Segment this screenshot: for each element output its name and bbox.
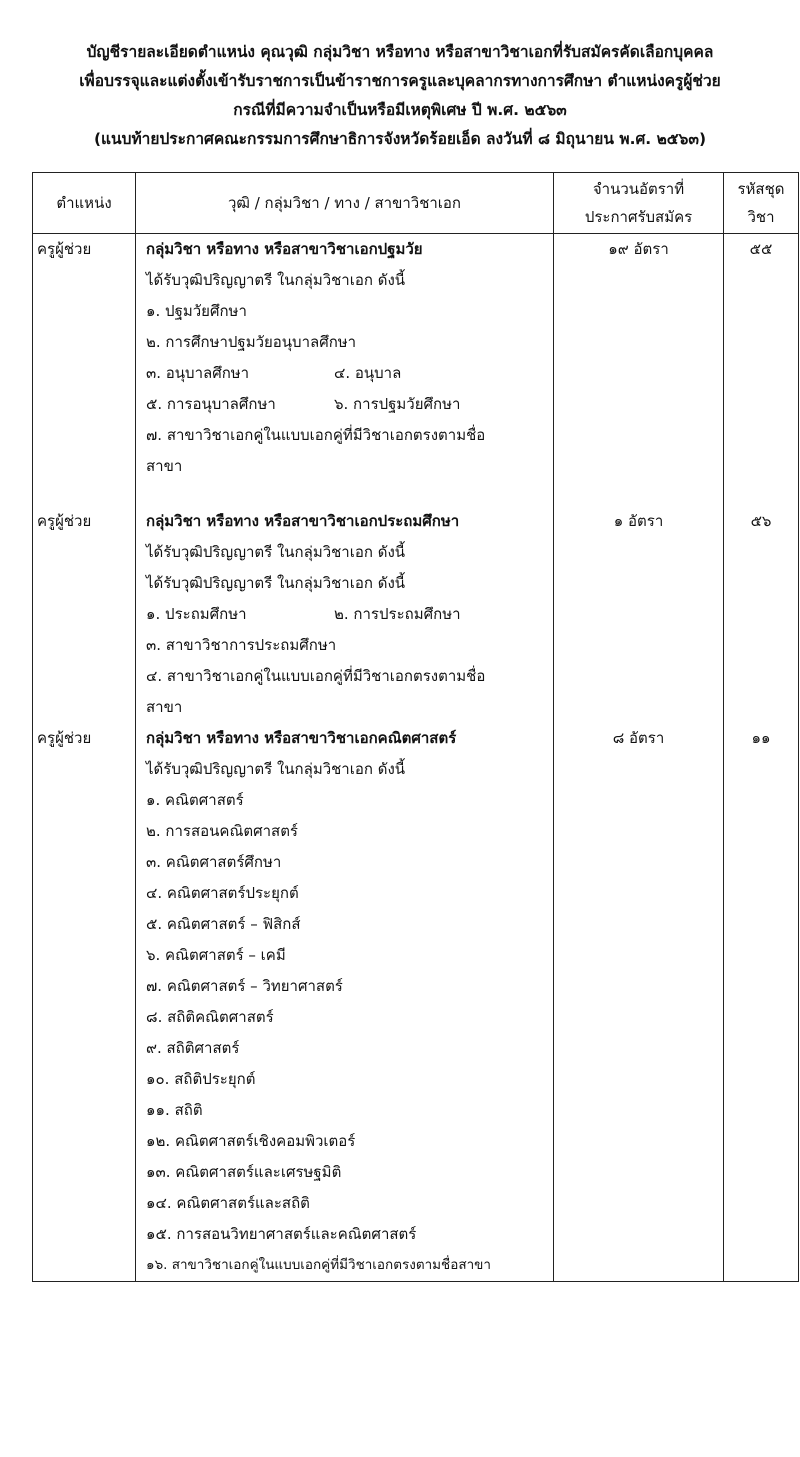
row-code: ๕๕: [749, 240, 773, 258]
major-item: ๑๖. สาขาวิชาเอกคู่ในแบบเอกคู่ที่มีวิชาเอกตรงตามชื่อสาขา: [146, 1257, 491, 1273]
major-item-pair: [146, 358, 553, 389]
row-count: ๑ อัตรา: [613, 512, 664, 530]
major-item-continued: สาขา: [146, 698, 183, 716]
row-position: ครูผู้ช่วย: [37, 729, 92, 747]
header-line-4: (แนบท้ายประกาศคณะกรรมการศึกษาธิการจังหวัดร้อยเอ็ด ลงวันที่ ๘ มิถุนายน พ.ศ. ๒๕๖๓): [93, 130, 707, 148]
header-line-2: เพื่อบรรจุและแต่งตั้งเข้ารับราชการเป็นข้าราชการครูและบุคลากรทางการศึกษา ตำแหน่งครูผู้ช่วย: [79, 72, 721, 90]
row-code: ๕๖: [750, 512, 772, 530]
major-item: ๖. การปฐมวัยศึกษา: [334, 395, 461, 413]
major-item: ๑๔. คณิตศาสตร์และสถิติ: [146, 1194, 310, 1212]
group-subtitle: ได้รับวุฒิปริญญาตรี ในกลุ่มวิชาเอก ดังนี้: [146, 760, 406, 778]
group-subtitle: ได้รับวุฒิปริญญาตรี ในกลุ่มวิชาเอก ดังนี้: [146, 543, 406, 561]
major-item: ๖. คณิตศาสตร์ – เคมี: [146, 946, 286, 964]
major-item: ๑๒. คณิตศาสตร์เชิงคอมพิวเตอร์: [146, 1132, 356, 1150]
header-position: ตำแหน่ง: [33, 173, 136, 234]
row-count: ๑๙ อัตรา: [608, 240, 669, 258]
major-item: ๑๑. สถิติ: [146, 1101, 203, 1119]
header-count: [554, 173, 724, 234]
major-item: ๗. คณิตศาสตร์ – วิทยาศาสตร์: [146, 977, 343, 995]
major-item: ๕. การอนุบาลศึกษา: [146, 395, 276, 413]
major-item: ๒. การประถมศึกษา: [334, 605, 461, 623]
qualification-group: [136, 506, 553, 723]
major-item: ๑๓. คณิตศาสตร์และเศรษฐมิติ: [146, 1163, 342, 1181]
major-item: ๓. คณิตศาสตร์ศึกษา: [146, 853, 282, 871]
major-item: ๔. สาขาวิชาเอกคู่ในแบบเอกคู่ที่มีวิชาเอกตรงตามชื่อ: [146, 667, 486, 685]
major-item: ๕. คณิตศาสตร์ – ฟิสิกส์: [146, 915, 301, 933]
major-item: ๑. ปฐมวัยศึกษา: [146, 302, 247, 320]
qualification-group: [136, 723, 553, 1281]
group-subtitle-repeat: ได้รับวุฒิปริญญาตรี ในกลุ่มวิชาเอก ดังนี้: [146, 574, 406, 592]
header-code-line-2: วิชา: [747, 208, 775, 226]
major-item: ๑. ประถมศึกษา: [146, 605, 247, 623]
major-item: ๘. สถิติคณิตศาสตร์: [146, 1008, 274, 1026]
header-line-3: กรณีที่มีความจำเป็นหรือมีเหตุพิเศษ ปี พ.ศ. ๒๕๖๓: [233, 101, 567, 119]
row-position: ครูผู้ช่วย: [37, 512, 92, 530]
major-item-pair: [146, 599, 553, 630]
qualification-group: [136, 234, 553, 506]
major-item: ๗. สาขาวิชาเอกคู่ในแบบเอกคู่ที่มีวิชาเอกตรงตามชื่อ: [146, 426, 486, 444]
major-item: ๔. คณิตศาสตร์ประยุกต์: [146, 884, 299, 902]
group-title: กลุ่มวิชา หรือทาง หรือสาขาวิชาเอกประถมศึกษา: [146, 512, 460, 530]
row-position: ครูผู้ช่วย: [37, 240, 92, 258]
header-count-line-1: จำนวนอัตราที่: [592, 180, 685, 198]
row-code: ๑๑: [751, 729, 771, 747]
major-item: ๙. สถิติศาสตร์: [146, 1039, 240, 1057]
major-item: ๓. อนุบาลศึกษา: [146, 364, 250, 382]
positions-table: [32, 172, 799, 1282]
table-header-row: [33, 173, 799, 234]
document-header: [0, 38, 800, 154]
major-item: ๑๕. การสอนวิทยาศาสตร์และคณิตศาสตร์: [146, 1225, 417, 1243]
major-item: ๒. การศึกษาปฐมวัยอนุบาลศึกษา: [146, 333, 357, 351]
header-code: [724, 173, 799, 234]
row-count: ๘ อัตรา: [612, 729, 665, 747]
group-title: กลุ่มวิชา หรือทาง หรือสาขาวิชาเอกคณิตศาสตร์: [146, 729, 457, 747]
group-subtitle: ได้รับวุฒิปริญญาตรี ในกลุ่มวิชาเอก ดังนี้: [146, 271, 406, 289]
major-item: ๓. สาขาวิชาการประถมศึกษา: [146, 636, 337, 654]
major-item: ๑. คณิตศาสตร์: [146, 791, 244, 809]
header-qualification: วุฒิ / กลุ่มวิชา / ทาง / สาขาวิชาเอก: [136, 173, 554, 234]
header-line-1: บัญชีรายละเอียดตำแหน่ง คุณวุฒิ กลุ่มวิชา หรือทาง หรือสาขาวิชาเอกที่รับสมัครคัดเลือกบุคคล: [86, 43, 714, 61]
major-item: ๑๐. สถิติประยุกต์: [146, 1070, 256, 1088]
table-row: [33, 234, 799, 507]
major-item: ๒. การสอนคณิตศาสตร์: [146, 822, 298, 840]
table-row: [33, 723, 799, 1282]
header-count-line-2: ประกาศรับสมัคร: [584, 208, 693, 226]
major-item: ๔. อนุบาล: [334, 364, 402, 382]
table-row: [33, 506, 799, 723]
header-code-line-1: รหัสชุด: [737, 180, 785, 198]
major-item-pair: [146, 389, 553, 420]
major-item-continued: สาขา: [146, 457, 183, 475]
group-title: กลุ่มวิชา หรือทาง หรือสาขาวิชาเอกปฐมวัย: [146, 240, 423, 258]
